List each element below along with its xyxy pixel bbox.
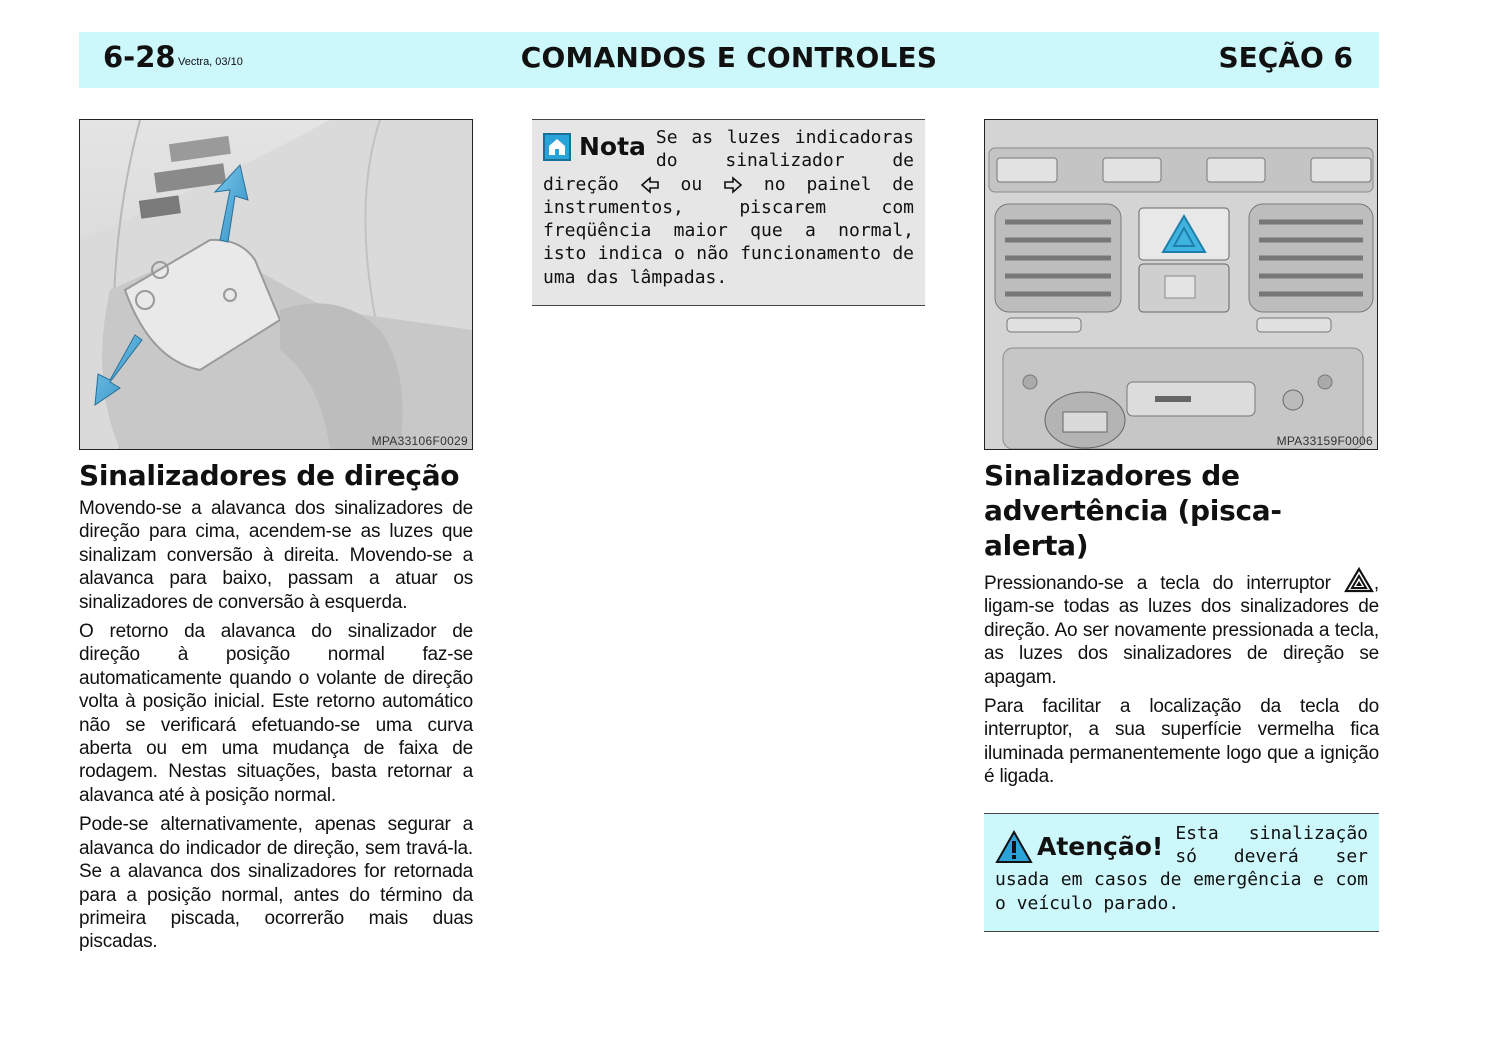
warning-box (984, 813, 1379, 932)
note-or: ou (680, 173, 703, 195)
figure-code: MPA33106F0029 (371, 434, 468, 448)
hazard-lights-paragraph-1 (984, 567, 1379, 689)
hazard-paragraph-1-part-b: , ligam-se todas as luzes dos sinalizadores de direção. Ao ser novamente pressionada a tecla, as luzes dos sinalizadores de direção se apagam. (984, 573, 1379, 688)
note-label: Nota (579, 132, 646, 161)
arrow-right-outline-icon (723, 176, 743, 194)
hazard-triangle-icon (1344, 567, 1374, 593)
note-header (543, 132, 646, 161)
arrow-left-outline-icon (640, 176, 660, 194)
warning-triangle-icon (995, 830, 1033, 864)
warning-label: Atenção! (1037, 832, 1164, 862)
note-text-part-1: Se as luzes indicadoras do sinalizador de direção (543, 127, 914, 195)
turn-signals-paragraph-1: Movendo-se a alavanca dos sinalizadores de direção para cima, acendem-se as luzes que sinalizam conversão à direita. Movendo-se a alavanca para baixo, passam a atuar os sinalizadores de conversão à esquerda. (79, 498, 473, 613)
page-header (79, 32, 1379, 88)
hazard-paragraph-1-part-a: Pressionando-se a tecla do interruptor (984, 573, 1331, 594)
note-box (532, 119, 925, 306)
warning-text: Esta sinalização só deverá ser usada em casos de emergência e com o veículo parado. (995, 822, 1368, 914)
warning-header (995, 830, 1163, 864)
section-label: SEÇÃO 6 (1218, 41, 1353, 74)
dashboard-hazard-switch-illustration (985, 120, 1377, 449)
hazard-lights-paragraph-2: Para facilitar a localização da tecla do interruptor, a sua superfície vermelha fica iluminada permanentemente logo que a ignição é ligada. (984, 696, 1379, 788)
turn-signals-paragraph-2: O retorno da alavanca do sinalizador de direção à posição normal faz-se automaticamente quando o volante de direção volta à posição inicial. Este retorno automático não se verificará efetuando-se uma curva aberta ou em uma mudança de faixa de rodagem. Nestas situações, basta retornar a alavanca até à posição normal. (79, 621, 473, 806)
left-column (79, 119, 473, 960)
figure-code: MPA33159F0006 (1276, 434, 1373, 448)
home-note-icon (543, 133, 571, 161)
right-column (984, 119, 1379, 932)
page-number: 6-28 (103, 40, 176, 74)
note-text-part-2: no painel de instrumentos, piscarem com freqüência maior que a normal, isto indica o não funcionamento de uma das lâmpadas. (543, 173, 914, 288)
turn-signals-heading: Sinalizadores de direção (79, 459, 460, 492)
turn-signal-lever-illustration (80, 120, 472, 449)
turn-signal-lever-figure (79, 119, 473, 450)
hazard-switch-figure (984, 119, 1378, 450)
middle-column (532, 119, 925, 306)
hazard-lights-heading: Sinalizadores de advertência (pisca-alerta) (984, 459, 1282, 562)
chapter-title: COMANDOS E CONTROLES (520, 41, 938, 74)
manual-edition: Vectra, 03/10 (178, 56, 243, 68)
turn-signals-paragraph-3: Pode-se alternativamente, apenas segurar a alavanca do indicador de direção, sem travá-la. Se a alavanca dos sinalizadores for retornada para a posição normal, antes do término da primeira piscada, ocorrerão mais duas piscadas. (79, 814, 473, 953)
